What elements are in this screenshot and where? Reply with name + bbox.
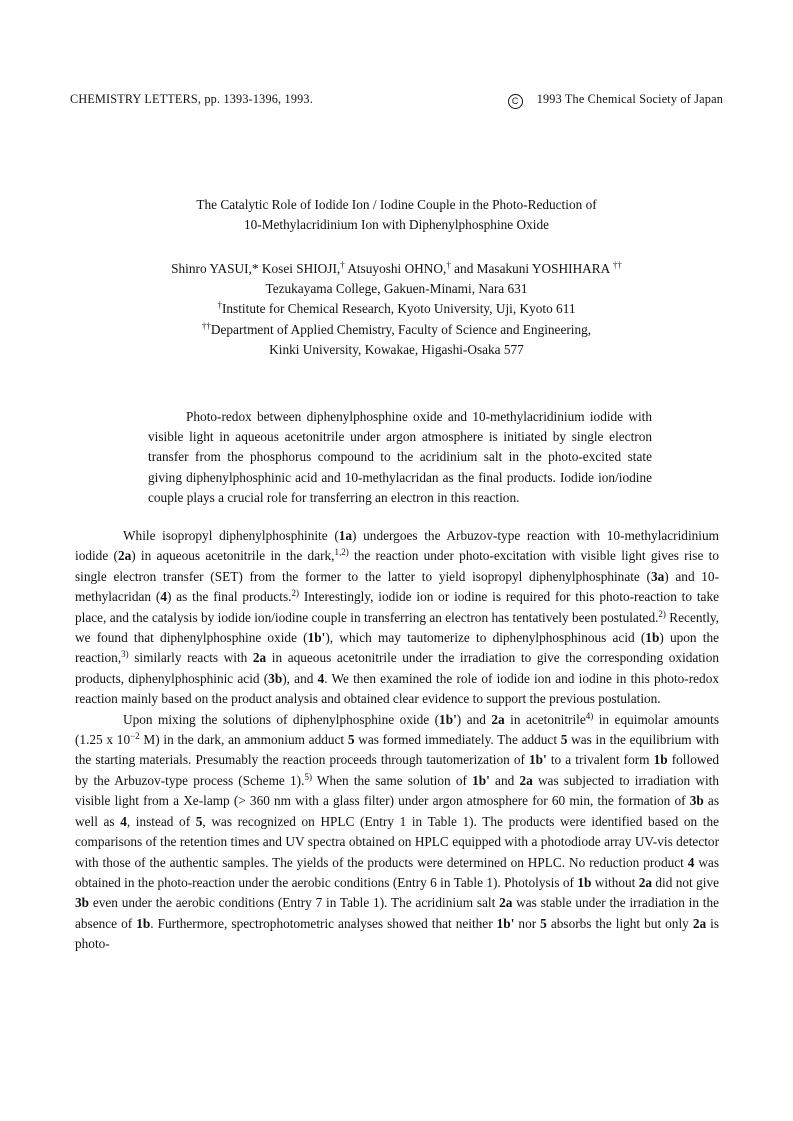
- paper-title: [0, 195, 793, 235]
- body-text: [75, 526, 719, 955]
- double-dagger-mark: ††: [612, 260, 622, 270]
- compound-label: 1b': [496, 915, 515, 931]
- reference-mark: 3): [121, 649, 129, 660]
- dagger-mark: †: [446, 260, 451, 270]
- compound-label: 5: [560, 732, 568, 748]
- affiliation-3-line-2: Kinki University, Kowakae, Higashi-Osaka 577: [269, 341, 524, 357]
- compound-label: 4: [317, 670, 325, 686]
- exponent: −2: [130, 731, 140, 742]
- running-header: [70, 92, 723, 112]
- dagger-mark: †: [340, 260, 345, 270]
- paragraph-1: While isopropyl diphenylphosphinite (1a) undergoes the Arbuzov-type reaction with 10-methylacridinium iodide (2a) in aqueous acetonitrile in the dark,$^{1,2)}$ the reaction under photo-excitation with visible light gives rise to single electron transfer (SET) from the former to the latter to yield isopropyl diphenylphosphinate (3a) and 10-methylacridan (4) as the final products.$^{2)}$ Interestingly, iodide ion or iodine is required for this photo-reaction to take place, and the catalysis by iodide ion/iodine couple in transferring an electron has tentatively been postulated.$^{2)}$ Recently, we found that diphenylphosphine oxide (1b'), which may tautomerize to diphenylphosphinous acid (1b) upon the reaction,$^{3)}$ similarly reacts with 2a in aqueous acetonitrile under the irradiation to give the corresponding oxidation products, diphenylphosphinic acid (3b), and 4. We then examined the role of iodide ion and iodine in this photo-redox reaction mainly based on the product analysis and obtained clear evidence to support the previous postulation.: [75, 528, 720, 707]
- affiliation-3: ††Department of Applied Chemistry, Faculty of Science and Engineering,: [201, 320, 592, 337]
- author-2: Kosei SHIOJI,: [261, 261, 341, 276]
- compound-label: 3b: [689, 793, 704, 809]
- compound-label: 4: [160, 589, 167, 605]
- compound-label: 1b: [136, 915, 151, 931]
- compound-label: 1b': [439, 711, 457, 727]
- abstract: [148, 407, 652, 508]
- affiliation-2: †Institute for Chemical Research, Kyoto University, Uji, Kyoto 611: [217, 300, 576, 317]
- compound-label: 2a: [519, 772, 533, 788]
- compound-label: 1b: [645, 630, 660, 646]
- compound-label: 2a: [491, 711, 505, 727]
- compound-label: 2a: [499, 895, 513, 911]
- copyright-line: [508, 92, 723, 109]
- author-names: [0, 259, 793, 279]
- compound-label: 5: [347, 732, 355, 748]
- compound-label: 5: [195, 813, 203, 829]
- reference-mark: 4): [585, 710, 594, 721]
- compound-label: 4: [687, 854, 695, 870]
- compound-label: 1b': [472, 772, 490, 788]
- title-line-2: 10-Methylacridinium Ion with Diphenylphosphine Oxide: [243, 217, 550, 232]
- compound-label: 1b': [307, 630, 326, 646]
- title-line-1: The Catalytic Role of Iodide Ion / Iodine Couple in the Photo-Reduction of: [196, 197, 597, 212]
- reference-mark: 2): [291, 588, 299, 599]
- compound-label: 3a: [650, 568, 665, 584]
- compound-label: 2a: [638, 874, 653, 890]
- compound-label: 1a: [338, 528, 353, 543]
- journal-citation: CHEMISTRY LETTERS, pp. 1393-1396, 1993.: [70, 92, 313, 106]
- reference-mark: 1,2): [334, 547, 349, 558]
- copyright-icon: C: [508, 94, 523, 109]
- compound-label: 2a: [117, 548, 132, 564]
- abstract-text: Photo-redox between diphenylphosphine oxide and 10-methylacridinium iodide with visible light in aqueous acetonitrile under argon atmosphere is initiated by single electron transfer from the phosphorus compound to the acridinium salt in the photo-excited state giving diphenylphosphinic acid and 10-methylacridan as the final products. Iodide ion/iodine couple plays a crucial role for transferring an electron in this reaction.: [148, 409, 652, 505]
- paragraph-2: Upon mixing the solutions of diphenylphosphine oxide (1b') and 2a in acetonitrile$^{4)}$ in equimolar amounts (1.25 x $10^{-2}$ M) in the dark, an ammonium adduct 5 was formed immediately. The adduct 5 was in the equilibrium with the starting materials. Presumably the reaction proceeds through tautomerization of 1b' to a trivalent form 1b followed by the Arbuzov-type process (Scheme 1).$^{5)}$ When the same solution of 1b' and 2a was subjected to irradiation with visible light from a Xe-lamp (> 360 nm with a glass filter) under argon atmosphere for 60 min, the formation of 3b as well as 4, instead of 5, was recognized on HPLC (Entry 1 in Table 1). The products were identified based on the comparisons of the retention times and UV spectra obtained on HPLC equipped with a photodiode array UV-vis detector with those of the authentic samples. The yields of the products were determined on HPLC. No reduction product 4 was obtained in the photo-reaction under the aerobic conditions (Entry 6 in Table 1). Photolysis of 1b without 2a did not give 3b even under the aerobic conditions (Entry 7 in Table 1). The acridinium salt 2a was stable under the irradiation in the absence of 1b. Furthermore, spectrophotometric analyses showed that neither 1b' nor 5 absorbs the light but only 2a is photo-: [75, 710, 720, 952]
- compound-label: 3b: [268, 670, 283, 686]
- author-4: and Masakuni YOSHIHARA: [454, 261, 610, 276]
- compound-label: 5: [540, 915, 547, 931]
- author-3: Atsuyoshi OHNO,: [347, 261, 447, 276]
- affiliation-1: Tezukayama College, Gakuen-Minami, Nara 631: [265, 281, 528, 297]
- compound-label: 2a: [692, 915, 707, 931]
- copyright-text: 1993 The Chemical Society of Japan: [536, 92, 723, 106]
- compound-label: 1b': [529, 752, 547, 768]
- compound-label: 1b: [653, 752, 668, 768]
- double-dagger-mark: ††: [201, 320, 211, 331]
- dagger-mark: †: [217, 300, 222, 311]
- compound-label: 3b: [75, 895, 90, 911]
- compound-label: 4: [120, 813, 127, 829]
- reference-mark: 2): [658, 608, 666, 619]
- author-1: Shinro YASUI,*: [171, 261, 259, 276]
- reference-mark: 5): [304, 771, 312, 782]
- author-block: [0, 259, 793, 360]
- compound-label: 1b: [577, 874, 592, 890]
- compound-label: 2a: [252, 650, 267, 666]
